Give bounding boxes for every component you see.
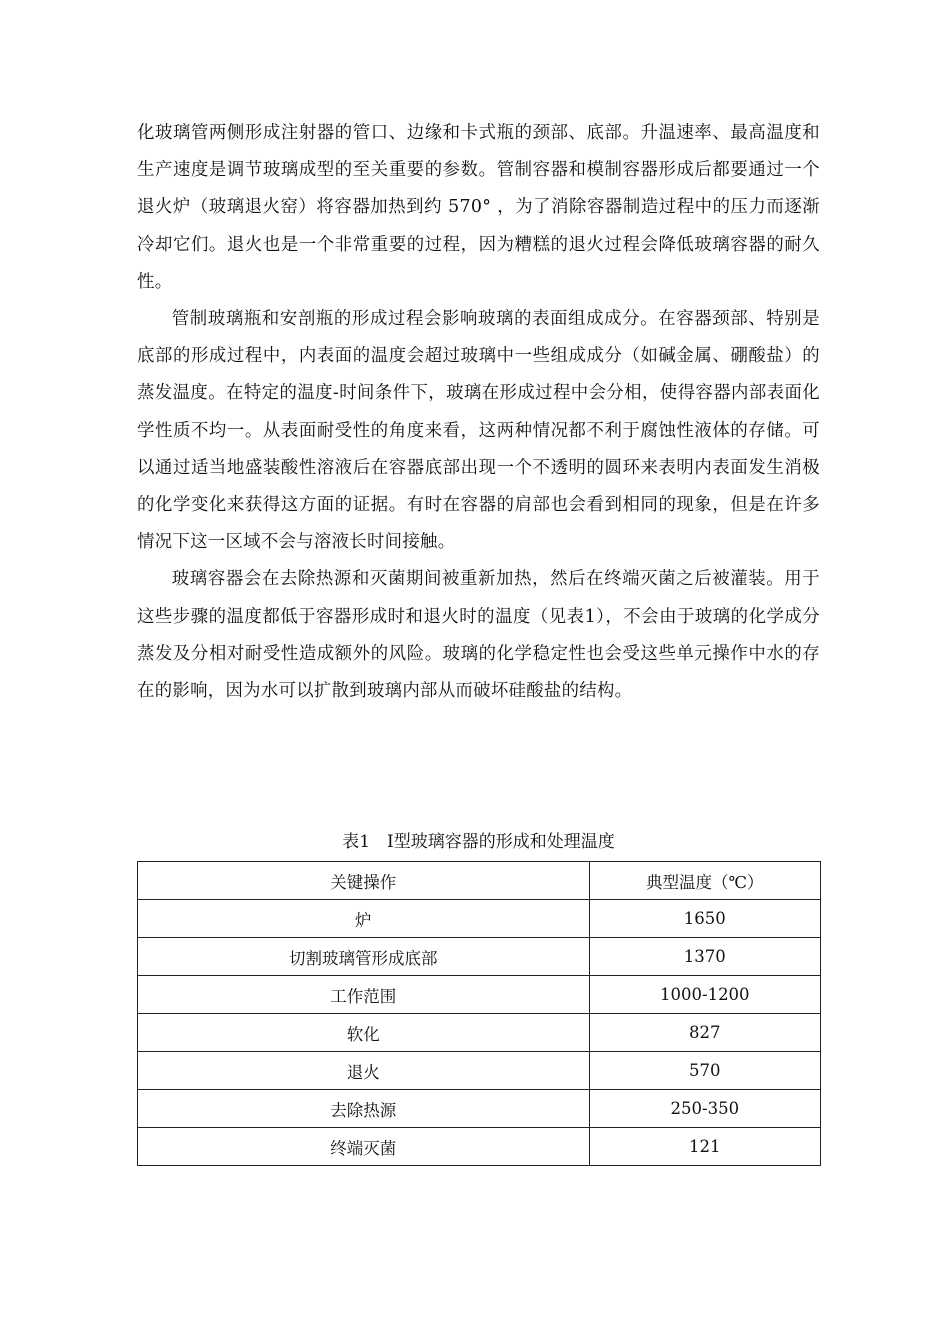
operation-cell: 去除热源 [138,1090,590,1128]
table-row [138,1052,821,1090]
table-header-row [138,862,821,900]
operation-cell: 炉 [138,900,590,938]
header-temperature: 典型温度（℃） [589,862,820,900]
operation-cell: 工作范围 [138,976,590,1014]
paragraph: 玻璃容器会在去除热源和灭菌期间被重新加热，然后在终端灭菌之后被灌装。用于这些步骤的温度都低于容器形成时和退火时的温度（见表1），不会由于玻璃的化学成分蒸发及分相对耐受性造成额外的风险。玻璃的化学稳定性也会受这些单元操作中水的存在的影响，因为水可以扩散到玻璃内部从而破坏硅酸盐的结构。 [137,569,820,702]
operation-cell: 切割玻璃管形成底部 [138,938,590,976]
paragraph: 管制玻璃瓶和安剖瓶的形成过程会影响玻璃的表面组成成分。在容器颈部、特别是底部的形成过程中，内表面的温度会超过玻璃中一些组成成分（如碱金属、硼酸盐）的蒸发温度。在特定的温度-时间条件下，玻璃在形成过程中会分相，使得容器内部表面化学性质不均一。从表面耐受性的角度来看，这两种情况都不利于腐蚀性液体的存储。可以通过适当地盛装酸性溶液后在容器底部出现一个不透明的圆环来表明内表面发生消极的化学变化来获得这方面的证据。有时在容器的肩部也会看到相同的现象，但是在许多情况下这一区域不会与溶液长时间接触。 [137,309,820,553]
operation-cell: 终端灭菌 [138,1128,590,1166]
temperature-cell: 121 [589,1128,820,1166]
paragraph-continuation: 化玻璃管两侧形成注射器的管口、边缘和卡式瓶的颈部、底部。升温速率、最高温度和生产速度是调节玻璃成型的至关重要的参数。管制容器和模制容器形成后都要通过一个退火炉（玻璃退火窑）将容器加热到约 570° ，为了消除容器制造过程中的压力而逐渐冷却它们。退火也是一个非常重要的过程，因为糟糕的退火过程会降低玻璃容器的耐久性。 [137,123,820,292]
table-row [138,1128,821,1166]
operation-cell: 退火 [138,1052,590,1090]
table-row [138,900,821,938]
table-row [138,1090,821,1128]
header-operation: 关键操作 [138,862,590,900]
temperature-cell: 1000-1200 [589,976,820,1014]
temperature-cell: 570 [589,1052,820,1090]
temperature-table [137,861,821,1166]
table-row [138,938,821,976]
operation-cell: 软化 [138,1014,590,1052]
body-text [137,115,820,710]
table-row [138,1014,821,1052]
temperature-cell: 827 [589,1014,820,1052]
temperature-cell: 1370 [589,938,820,976]
temperature-cell: 1650 [589,900,820,938]
table-row [138,976,821,1014]
temperature-cell: 250-350 [589,1090,820,1128]
table-caption: 表1 Ⅰ型玻璃容器的形成和处理温度 [342,832,615,852]
